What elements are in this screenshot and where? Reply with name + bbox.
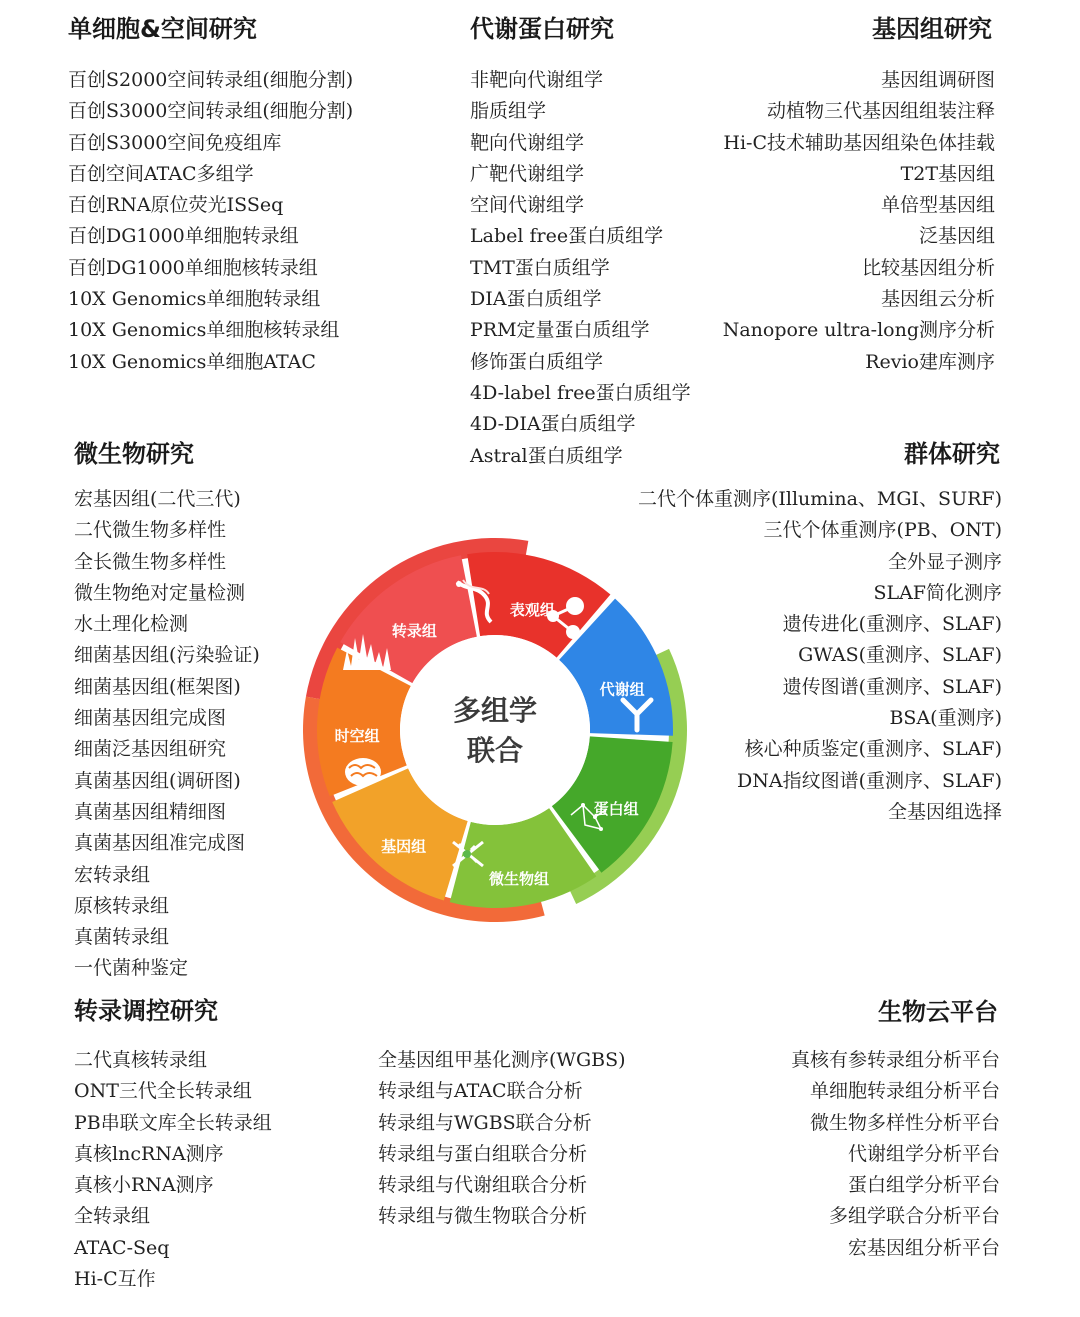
list-item: 动植物三代基因组组装注释	[766, 100, 995, 123]
list-item: 全长微生物多样性	[74, 550, 227, 573]
segment-label: 转录组	[391, 621, 437, 640]
list-item: 真核有参转录组分析平台	[790, 1049, 1000, 1071]
center-disc	[400, 635, 590, 825]
list-item: 空间代谢组学	[470, 194, 585, 217]
list-item: 细菌基因组完成图	[74, 707, 227, 730]
list-item: 靶向代谢组学	[470, 131, 585, 154]
list-item: 非靶向代谢组学	[470, 69, 604, 91]
list-item: 转录组与WGBS联合分析	[378, 1111, 592, 1134]
list-item: 泛基因组	[918, 225, 995, 248]
list-item: 微生物绝对定量检测	[74, 581, 246, 604]
list-item: 百创S2000空间转录组(细胞分割)	[68, 69, 354, 91]
segment-label: 蛋白组	[593, 799, 639, 818]
list-item: Revio建库测序	[865, 350, 995, 373]
list-item: 基因组云分析	[880, 288, 995, 311]
list-item: 百创S3000空间转录组(细胞分割)	[68, 100, 354, 123]
list-item: SLAF简化测序	[873, 581, 1002, 604]
section-title-transcription: 转录调控研究	[74, 997, 218, 1025]
list-item: 代谢组学分析平台	[847, 1142, 1000, 1165]
list-item: 遗传进化(重测序、SLAF)	[782, 613, 1002, 636]
segment-label: 代谢组	[599, 680, 645, 699]
list-item: 微生物多样性分析平台	[809, 1111, 1000, 1134]
list-item: BSA(重测序)	[889, 707, 1002, 730]
single-cell-list	[68, 65, 398, 378]
list-item: 单细胞转录组分析平台	[809, 1080, 1000, 1103]
list-item: 10X Genomics单细胞核转录组	[68, 319, 340, 342]
list-item: GWAS(重测序、SLAF)	[798, 644, 1002, 667]
list-item: 细菌泛基因组研究	[74, 738, 227, 761]
list-item: 百创RNA原位荧光ISSeq	[68, 194, 284, 217]
list-item: 二代个体重测序(Illumina、MGI、SURF)	[637, 488, 1002, 510]
list-item: 宏基因组(二代三代)	[74, 488, 241, 510]
segment-label: 微生物组	[488, 869, 549, 888]
list-item: 多组学联合分析平台	[828, 1205, 1000, 1228]
list-item: 真菌转录组	[74, 926, 170, 949]
list-item: 百创DG1000单细胞核转录组	[68, 256, 318, 279]
list-item: 三代个体重测序(PB、ONT)	[763, 519, 1002, 542]
list-item: 一代菌种鉴定	[74, 957, 189, 980]
list-item: 真核小RNA测序	[74, 1174, 214, 1197]
list-item: 遗传图谱(重测序、SLAF)	[782, 675, 1002, 698]
list-item: 二代真核转录组	[74, 1049, 208, 1071]
list-item: Hi-C技术辅助基因组染色体挂载	[723, 131, 995, 154]
list-item: ONT三代全长转录组	[74, 1080, 252, 1103]
list-item: Label free蛋白质组学	[470, 225, 664, 248]
list-item: 广靶代谢组学	[470, 162, 585, 185]
transcription-middle-list	[378, 1045, 668, 1233]
list-item: 细菌基因组(污染验证)	[74, 644, 260, 667]
list-item: T2T基因组	[900, 162, 995, 185]
list-item: Hi-C互作	[74, 1268, 156, 1291]
cloud-platform-list	[740, 1045, 1000, 1264]
microbe-list	[74, 484, 314, 985]
list-item: 真核lncRNA测序	[74, 1142, 224, 1165]
genome-list	[675, 65, 995, 378]
list-item: TMT蛋白质组学	[470, 256, 610, 279]
list-item: 二代微生物多样性	[74, 519, 227, 542]
list-item: Astral蛋白质组学	[470, 444, 623, 467]
list-item: 细菌基因组(框架图)	[74, 675, 241, 698]
section-title-single-cell: 单细胞&空间研究	[68, 15, 257, 43]
list-item: Nanopore ultra-long测序分析	[722, 319, 995, 342]
list-item: 转录组与微生物联合分析	[378, 1205, 588, 1228]
list-item: 全转录组	[74, 1205, 151, 1228]
list-item: 真菌基因组(调研图)	[74, 769, 241, 792]
list-item: 转录组与ATAC联合分析	[378, 1080, 583, 1103]
section-title-population: 群体研究	[904, 440, 1000, 468]
list-item: 10X Genomics单细胞转录组	[68, 288, 321, 311]
list-item: 基因组调研图	[880, 69, 995, 91]
center-label-line2: 联合	[466, 734, 524, 767]
list-item: 脂质组学	[470, 100, 547, 123]
list-item: 百创空间ATAC多组学	[68, 162, 254, 185]
list-item: 核心种质鉴定(重测序、SLAF)	[744, 738, 1002, 761]
list-item: 宏基因组分析平台	[847, 1236, 1000, 1259]
center-label-line1: 多组学	[452, 694, 538, 727]
section-title-microbe: 微生物研究	[74, 440, 194, 468]
list-item: 全基因组甲基化测序(WGBS)	[378, 1049, 626, 1071]
list-item: 真菌基因组准完成图	[74, 832, 246, 855]
section-title-metabolism-protein: 代谢蛋白研究	[470, 15, 614, 43]
multi-omics-wheel	[285, 520, 705, 940]
list-item: 4D-label free蛋白质组学	[470, 381, 691, 404]
list-item: 宏转录组	[74, 863, 151, 886]
list-item: 百创DG1000单细胞转录组	[68, 225, 299, 248]
segment-label: 基因组	[381, 837, 427, 856]
list-item: 全基因组选择	[887, 800, 1002, 823]
list-item: 蛋白组学分析平台	[847, 1174, 1000, 1197]
transcription-left-list	[74, 1045, 324, 1295]
list-item: DIA蛋白质组学	[470, 288, 602, 311]
list-item: 百创S3000空间免疫组库	[68, 131, 282, 154]
list-item: 原核转录组	[74, 894, 170, 917]
list-item: PRM定量蛋白质组学	[470, 319, 650, 342]
list-item: 全外显子测序	[887, 550, 1002, 573]
segment-label: 时空组	[334, 727, 380, 746]
list-item: 水土理化检测	[74, 613, 189, 636]
list-item: 真菌基因组精细图	[74, 800, 227, 823]
list-item: 转录组与代谢组联合分析	[378, 1174, 588, 1197]
list-item: 4D-DIA蛋白质组学	[470, 413, 636, 436]
list-item: 单倍型基因组	[880, 194, 995, 217]
list-item: ATAC-Seq	[74, 1236, 170, 1259]
list-item: 修饰蛋白质组学	[470, 350, 604, 373]
list-item: 10X Genomics单细胞ATAC	[68, 350, 316, 373]
list-item: 转录组与蛋白组联合分析	[378, 1142, 588, 1165]
section-title-cloud: 生物云平台	[878, 998, 998, 1026]
list-item: 比较基因组分析	[861, 256, 995, 279]
section-title-genome: 基因组研究	[872, 15, 992, 43]
segment-label: 表观组	[509, 601, 555, 620]
brain-icon	[345, 758, 381, 786]
list-item: PB串联文库全长转录组	[74, 1111, 272, 1134]
list-item: DNA指纹图谱(重测序、SLAF)	[737, 769, 1002, 792]
